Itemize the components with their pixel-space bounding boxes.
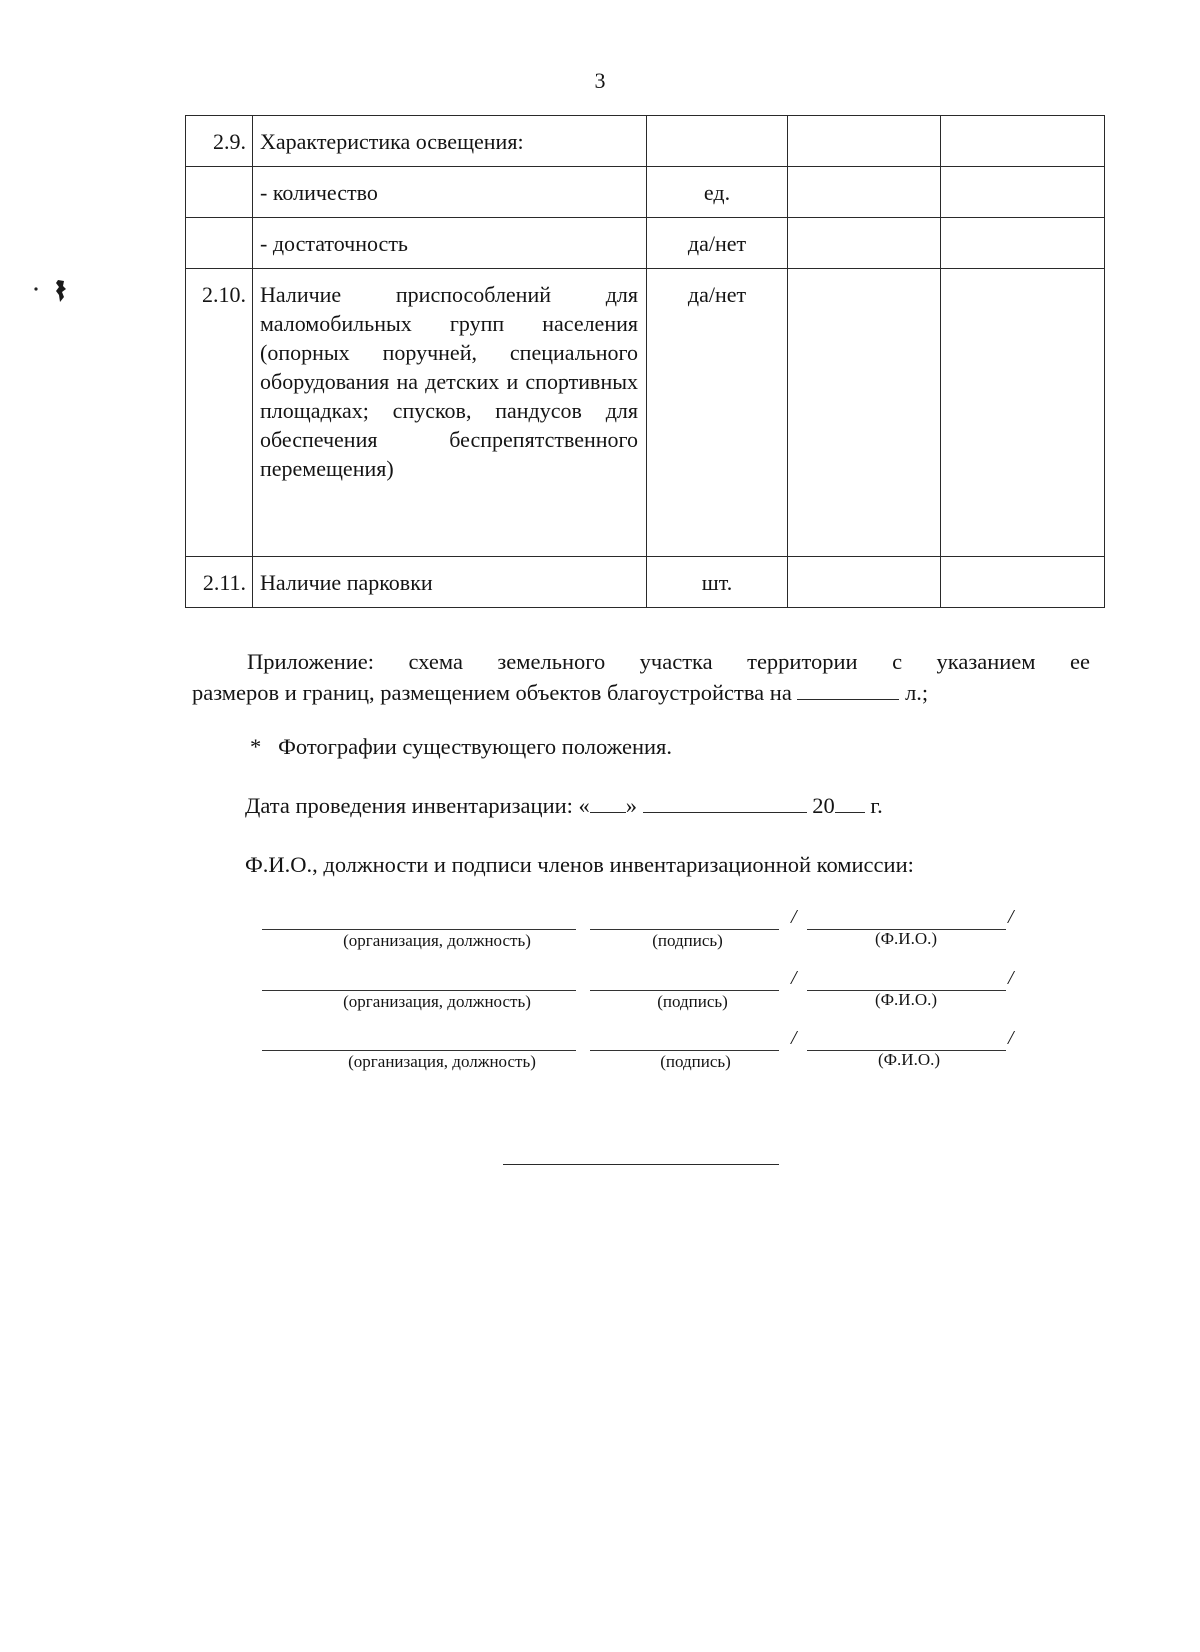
row-unit: да/нет [647,218,788,269]
slash: / [791,1027,797,1049]
signature-line[interactable] [590,990,779,991]
sheet-count-blank[interactable] [797,677,899,700]
signature-row [0,1027,1200,1087]
fio-caption: (Ф.И.О.) [877,1050,941,1069]
row-number [186,218,253,269]
value-cell [941,167,1105,218]
row-name: Характеристика освещения: [253,116,647,167]
row-name: Наличие парковки [253,557,647,608]
value-cell [941,557,1105,608]
table-row [186,218,1105,269]
row-name: - количество [253,167,647,218]
table-row [186,167,1105,218]
slash: / [791,967,797,989]
day-blank[interactable] [590,790,626,813]
row-number: 2.9. [186,116,253,167]
row-unit: шт. [647,557,788,608]
signature-row [0,906,1200,966]
value-cell [941,116,1105,167]
appendix-sheet-suffix: л.; [905,680,929,705]
row-number [186,167,253,218]
fio-caption: (Ф.И.О.) [874,929,938,948]
slash: / [1008,906,1014,928]
value-cell [788,557,941,608]
org-position-caption: (организация, должность) [343,992,531,1011]
commission-heading: Ф.И.О., должности и подписи членов инвентаризационной комиссии: [245,852,914,877]
end-of-document-rule [503,1164,779,1165]
year-suffix: г. [870,793,883,818]
inventory-date-line [245,790,883,821]
row-number: 2.10. [186,269,253,557]
signature-caption: (подпись) [652,931,723,950]
date-label: Дата проведения инвентаризации: [245,793,573,818]
year-blank[interactable] [835,790,865,813]
appendix-line-1: Приложение: схема земельного участка территории с указанием ее [247,649,1090,674]
value-cell [941,269,1105,557]
row-unit [647,116,788,167]
org-position-caption: (организация, должность) [348,1052,536,1071]
photos-line [250,731,672,762]
slash: / [791,906,797,928]
scan-speck [32,278,72,308]
page-number: 3 [594,68,606,93]
table-row [186,116,1105,167]
row-number: 2.11. [186,557,253,608]
close-quote: » [625,793,638,818]
signature-caption: (подпись) [657,992,728,1011]
org-position-line[interactable] [262,1050,576,1051]
appendix-paragraph [192,646,1090,708]
value-cell [788,167,941,218]
year-prefix: 20 [812,793,835,818]
row-name: Наличие приспособлений для маломобильных групп населения (опорных поручней, специального оборудования на детских и спортивных площадках; спусков, пандусов для обеспечения беспрепятственного перемещения) [253,269,647,557]
value-cell [788,116,941,167]
table-row [186,557,1105,608]
row-unit: ед. [647,167,788,218]
fio-caption: (Ф.И.О.) [874,990,938,1009]
appendix-line-2: размеров и границ, размещением объектов благоустройства на [192,680,792,705]
bullet-asterisk: * [250,734,262,759]
photos-text: Фотографии существующего положения. [278,734,672,759]
open-quote: « [578,793,590,818]
table-row [186,269,1105,557]
org-position-line[interactable] [262,990,576,991]
value-cell [941,218,1105,269]
signature-line[interactable] [590,929,779,930]
row-name: - достаточность [253,218,647,269]
signature-row [0,967,1200,1027]
org-position-line[interactable] [262,929,576,930]
signature-caption: (подпись) [660,1052,731,1071]
slash: / [1008,1027,1014,1049]
value-cell [788,269,941,557]
inventory-table [185,115,1105,608]
month-blank[interactable] [643,790,807,813]
row-unit: да/нет [647,269,788,557]
signature-line[interactable] [590,1050,779,1051]
slash: / [1008,967,1014,989]
org-position-caption: (организация, должность) [343,931,531,950]
value-cell [788,218,941,269]
